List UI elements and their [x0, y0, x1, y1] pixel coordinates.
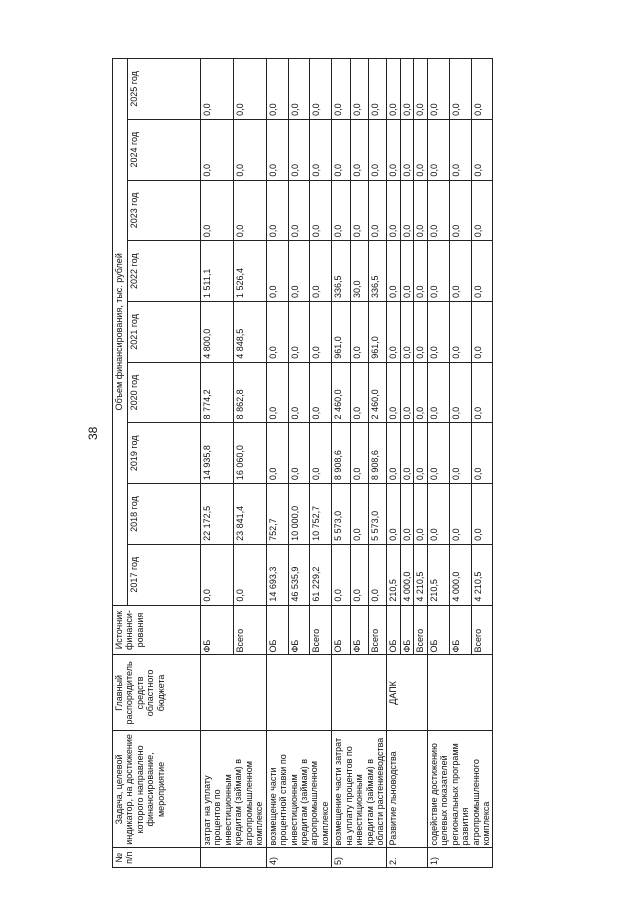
row-source: ОБ — [427, 605, 449, 655]
page-number: 38 — [86, 426, 100, 440]
value-cell: 14 693,3 — [266, 544, 288, 605]
row-description: затрат на уплату процентов по инвестиционным кредитам (займам) в агропромышленном комплексе — [201, 731, 267, 848]
row-description: возмещение части затрат на уплату процентов по инвестиционным кредитам (займам) в области растениеводства — [332, 731, 387, 848]
value-cell: 5 573,0 — [332, 484, 350, 545]
value-cell: 0,0 — [471, 59, 493, 120]
value-cell: 0,0 — [427, 119, 449, 180]
value-cell: 0,0 — [369, 544, 387, 605]
row-source: ФБ — [449, 605, 471, 655]
value-cell: 0,0 — [400, 423, 413, 484]
row-source: Всего — [310, 605, 332, 655]
row-org: ДАПК — [387, 655, 427, 731]
value-cell: 210,5 — [427, 544, 449, 605]
value-cell: 4 848,5 — [233, 302, 266, 363]
value-cell: 0,0 — [427, 362, 449, 423]
value-cell: 336,5 — [332, 241, 350, 302]
header-year: 2020 год — [128, 362, 201, 423]
value-cell: 0,0 — [332, 59, 350, 120]
value-cell: 0,0 — [471, 180, 493, 241]
value-cell: 8 862,8 — [233, 362, 266, 423]
row-org — [427, 655, 493, 731]
value-cell: 0,0 — [449, 59, 471, 120]
value-cell: 0,0 — [369, 180, 387, 241]
row-org — [266, 655, 332, 731]
value-cell: 0,0 — [414, 59, 427, 120]
value-cell: 0,0 — [414, 423, 427, 484]
value-cell: 0,0 — [387, 119, 400, 180]
header-source: Источник финанси-рования — [113, 605, 201, 655]
value-cell: 0,0 — [332, 544, 350, 605]
value-cell: 0,0 — [387, 241, 400, 302]
value-cell: 210,5 — [387, 544, 400, 605]
table-row — [387, 59, 400, 868]
value-cell: 4 000,0 — [449, 544, 471, 605]
row-source: Всего — [471, 605, 493, 655]
value-cell: 0,0 — [350, 362, 368, 423]
value-cell: 0,0 — [414, 241, 427, 302]
value-cell: 0,0 — [471, 423, 493, 484]
value-cell: 0,0 — [350, 59, 368, 120]
row-description: содействие достижению целевых показателей региональных программ развития агропромышленного комплекса — [427, 731, 493, 848]
financing-table — [112, 58, 493, 868]
value-cell: 0,0 — [266, 119, 288, 180]
value-cell: 0,0 — [387, 484, 400, 545]
value-cell: 0,0 — [400, 302, 413, 363]
row-source: ФБ — [288, 605, 310, 655]
value-cell: 0,0 — [400, 119, 413, 180]
header-year: 2019 год — [128, 423, 201, 484]
value-cell: 0,0 — [471, 484, 493, 545]
value-cell: 2 460,0 — [332, 362, 350, 423]
header-name: Задача, целевой индикатор, на достижение которого направлено финансирование, мероприятие — [113, 731, 201, 848]
header-year: 2018 год — [128, 484, 201, 545]
row-number: 5) — [332, 848, 387, 868]
row-source: ФБ — [201, 605, 234, 655]
value-cell: 0,0 — [350, 484, 368, 545]
value-cell: 0,0 — [387, 302, 400, 363]
value-cell: 0,0 — [449, 484, 471, 545]
header-org: Главный распорядитель средств областного бюджета — [113, 655, 201, 731]
value-cell: 0,0 — [233, 180, 266, 241]
value-cell: 0,0 — [449, 423, 471, 484]
value-cell: 0,0 — [288, 119, 310, 180]
table-row — [266, 59, 288, 868]
value-cell: 0,0 — [310, 302, 332, 363]
value-cell: 0,0 — [310, 241, 332, 302]
value-cell: 0,0 — [350, 119, 368, 180]
value-cell: 0,0 — [310, 362, 332, 423]
value-cell: 0,0 — [233, 119, 266, 180]
value-cell: 0,0 — [369, 119, 387, 180]
row-description: Развитие льноводства — [387, 731, 427, 848]
value-cell: 0,0 — [332, 180, 350, 241]
value-cell: 0,0 — [350, 544, 368, 605]
value-cell: 0,0 — [201, 59, 234, 120]
row-number: 4) — [266, 848, 332, 868]
value-cell: 0,0 — [288, 180, 310, 241]
row-source: ОБ — [387, 605, 400, 655]
row-source: ОБ — [266, 605, 288, 655]
value-cell: 0,0 — [471, 362, 493, 423]
row-org — [332, 655, 387, 731]
value-cell: 0,0 — [266, 302, 288, 363]
value-cell: 0,0 — [449, 119, 471, 180]
rotated-table-wrapper — [112, 58, 606, 868]
row-number — [201, 848, 267, 868]
value-cell: 0,0 — [288, 59, 310, 120]
header-year: 2021 год — [128, 302, 201, 363]
value-cell: 1 511,1 — [201, 241, 234, 302]
table-body — [201, 59, 493, 868]
value-cell: 0,0 — [310, 119, 332, 180]
row-source: Всего — [369, 605, 387, 655]
value-cell: 0,0 — [201, 544, 234, 605]
value-cell: 0,0 — [471, 119, 493, 180]
header-year: 2024 год — [128, 119, 201, 180]
value-cell: 4 210,5 — [414, 544, 427, 605]
value-cell: 0,0 — [414, 180, 427, 241]
value-cell: 4 800,0 — [201, 302, 234, 363]
header-year: 2022 год — [128, 241, 201, 302]
value-cell: 336,5 — [369, 241, 387, 302]
value-cell: 0,0 — [427, 180, 449, 241]
value-cell: 10 752,7 — [310, 484, 332, 545]
value-cell: 0,0 — [387, 423, 400, 484]
value-cell: 0,0 — [350, 302, 368, 363]
value-cell: 752,7 — [266, 484, 288, 545]
value-cell: 0,0 — [266, 423, 288, 484]
value-cell: 5 573,0 — [369, 484, 387, 545]
value-cell: 0,0 — [310, 59, 332, 120]
row-number: 2. — [387, 848, 427, 868]
value-cell: 0,0 — [471, 241, 493, 302]
value-cell: 0,0 — [233, 59, 266, 120]
value-cell: 0,0 — [427, 484, 449, 545]
value-cell: 8 908,6 — [332, 423, 350, 484]
table-row — [332, 59, 350, 868]
value-cell: 0,0 — [201, 180, 234, 241]
value-cell: 0,0 — [400, 59, 413, 120]
header-volume: Объем финансирования, тыс. рублей — [113, 59, 128, 606]
value-cell: 8 908,6 — [369, 423, 387, 484]
value-cell: 0,0 — [288, 362, 310, 423]
value-cell: 0,0 — [310, 423, 332, 484]
value-cell: 16 060,0 — [233, 423, 266, 484]
value-cell: 4 210,5 — [471, 544, 493, 605]
header-year: 2025 год — [128, 59, 201, 120]
value-cell: 0,0 — [266, 59, 288, 120]
value-cell: 0,0 — [310, 180, 332, 241]
value-cell: 0,0 — [400, 484, 413, 545]
value-cell: 0,0 — [427, 59, 449, 120]
value-cell: 0,0 — [449, 241, 471, 302]
value-cell: 0,0 — [387, 180, 400, 241]
value-cell: 4 000,0 — [400, 544, 413, 605]
row-source: ОБ — [332, 605, 350, 655]
value-cell: 0,0 — [400, 180, 413, 241]
value-cell: 1 526,4 — [233, 241, 266, 302]
value-cell: 0,0 — [449, 362, 471, 423]
value-cell: 0,0 — [201, 119, 234, 180]
row-org — [201, 655, 267, 731]
value-cell: 0,0 — [332, 119, 350, 180]
value-cell: 0,0 — [369, 59, 387, 120]
value-cell: 0,0 — [350, 423, 368, 484]
row-description: возмещение части процентной ставки по инвестиционным кредитам (займам) в агропромышленном комплексе — [266, 731, 332, 848]
value-cell: 0,0 — [471, 302, 493, 363]
header-num: № п/п — [113, 848, 201, 868]
value-cell: 0,0 — [266, 180, 288, 241]
value-cell: 0,0 — [400, 362, 413, 423]
table-row — [201, 59, 234, 868]
value-cell: 0,0 — [266, 362, 288, 423]
value-cell: 0,0 — [400, 241, 413, 302]
value-cell: 8 774,2 — [201, 362, 234, 423]
value-cell: 0,0 — [414, 362, 427, 423]
header-year: 2023 год — [128, 180, 201, 241]
header-year: 2017 год — [128, 544, 201, 605]
value-cell: 0,0 — [414, 302, 427, 363]
value-cell: 0,0 — [387, 59, 400, 120]
row-source: Всего — [233, 605, 266, 655]
value-cell: 0,0 — [288, 423, 310, 484]
value-cell: 961,0 — [332, 302, 350, 363]
value-cell: 0,0 — [427, 241, 449, 302]
value-cell: 0,0 — [414, 119, 427, 180]
value-cell: 10 000,0 — [288, 484, 310, 545]
value-cell: 61 229,2 — [310, 544, 332, 605]
value-cell: 30,0 — [350, 241, 368, 302]
value-cell: 0,0 — [449, 302, 471, 363]
value-cell: 0,0 — [288, 241, 310, 302]
row-source: ФБ — [350, 605, 368, 655]
row-number: 1) — [427, 848, 493, 868]
value-cell: 0,0 — [449, 180, 471, 241]
value-cell: 0,0 — [350, 180, 368, 241]
value-cell: 0,0 — [288, 302, 310, 363]
row-source: ФБ — [400, 605, 413, 655]
value-cell: 0,0 — [414, 484, 427, 545]
value-cell: 23 841,4 — [233, 484, 266, 545]
value-cell: 961,0 — [369, 302, 387, 363]
value-cell: 2 460,0 — [369, 362, 387, 423]
value-cell: 14 935,8 — [201, 423, 234, 484]
value-cell: 0,0 — [427, 423, 449, 484]
value-cell: 0,0 — [266, 241, 288, 302]
row-source: Всего — [414, 605, 427, 655]
value-cell: 46 535,9 — [288, 544, 310, 605]
value-cell: 0,0 — [427, 302, 449, 363]
table-row — [427, 59, 449, 868]
value-cell: 0,0 — [233, 544, 266, 605]
value-cell: 22 172,5 — [201, 484, 234, 545]
value-cell: 0,0 — [387, 362, 400, 423]
